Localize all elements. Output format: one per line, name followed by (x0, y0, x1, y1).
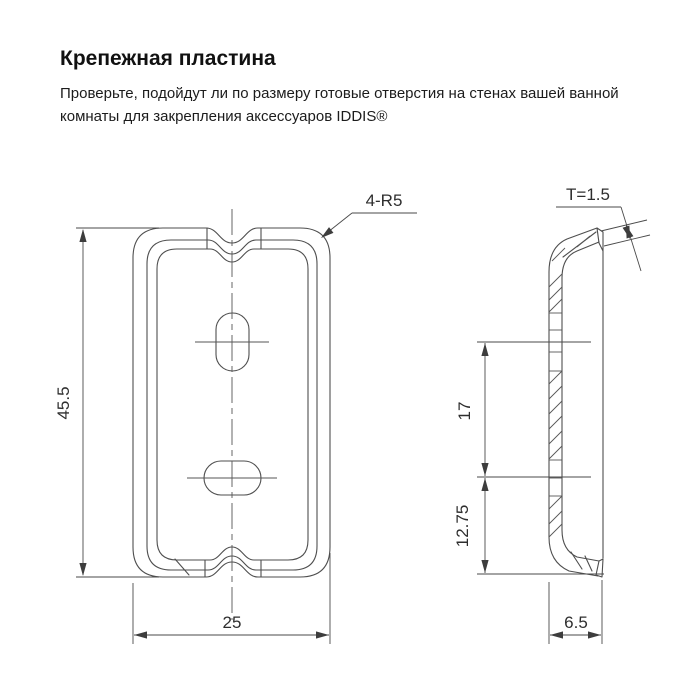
depth-dimension (549, 580, 602, 644)
hole-spacing-dimension (455, 342, 591, 477)
plate-outer-contour (133, 228, 330, 577)
section-hatching (549, 236, 590, 537)
height-dimension-label: 45.5 (54, 386, 73, 420)
section-profile (549, 228, 603, 577)
bottom-offset-dimension (453, 478, 604, 574)
side-view (453, 185, 650, 644)
width-dimension-label: 25 (222, 613, 242, 632)
plate-crease-lines (175, 228, 261, 577)
depth-dimension-label: 6.5 (564, 613, 588, 632)
corner-radius-callout (319, 191, 417, 241)
corner-radius-label: 4-R5 (365, 191, 403, 210)
centerlines (187, 209, 277, 620)
page-description: Проверьте, подойдут ли по размеру готовые отверстия на стенах вашей ванной комнаты для закрепления аксессуаров IDDIS® (60, 85, 619, 125)
width-dimension (133, 553, 330, 644)
front-view (54, 191, 417, 644)
page-title: Крепежная пластина (60, 47, 276, 70)
plate-inner-contour (157, 249, 308, 560)
hole-spacing-label: 17 (455, 401, 474, 421)
height-dimension (54, 228, 159, 577)
thickness-label: T=1.5 (566, 185, 610, 204)
bottom-offset-label: 12.75 (453, 504, 472, 548)
